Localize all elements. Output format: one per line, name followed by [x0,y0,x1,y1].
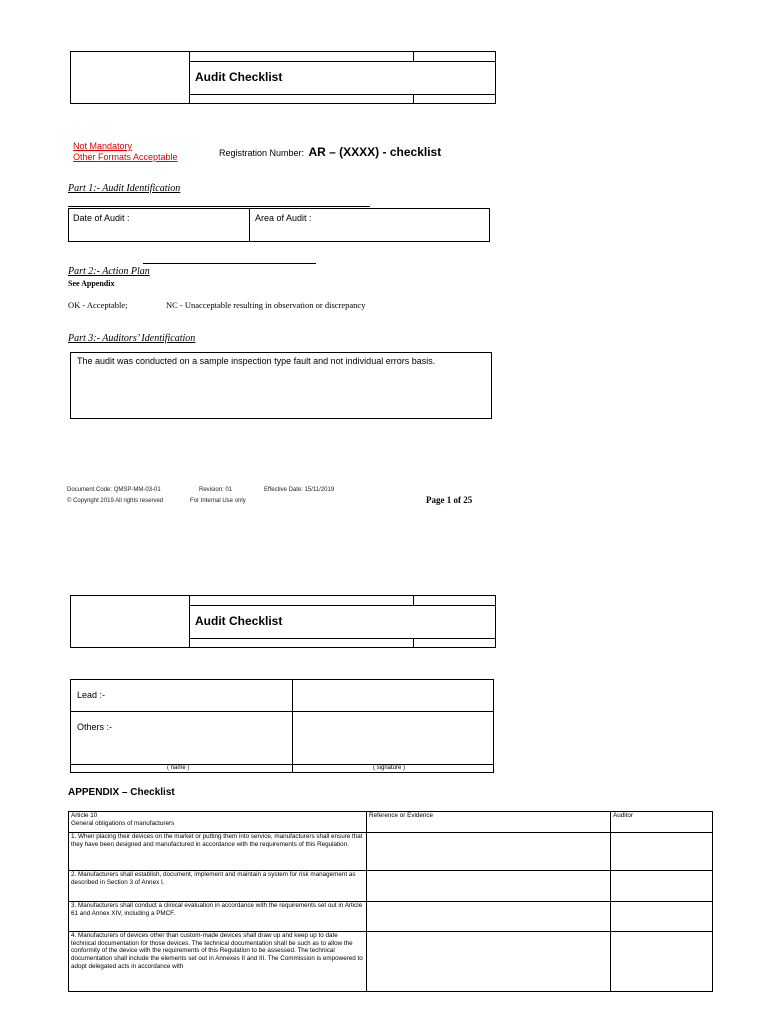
header-strip-top [189,52,495,62]
table-row [69,902,713,932]
requirement-text: 2. Manufacturers shall establish, document, implement and maintain a system for risk management as described in Section 3 of Annex I. [69,871,367,902]
appendix-title: APPENDIX – Checklist [68,787,175,798]
part2-heading: Part 2:- Action Plan [68,266,150,277]
auditor-cell[interactable] [611,932,713,992]
audit-identification-box [68,208,490,242]
registration-label: Registration Number: [219,148,305,158]
table-row [69,871,713,902]
not-mandatory-note: Not Mandatory [73,141,133,151]
ok-legend: OK - Acceptable; [68,300,128,310]
auditor-cell[interactable] [611,833,713,871]
auditor-header: Auditor [611,812,713,833]
auditor-cell[interactable] [611,902,713,932]
divider [143,263,316,264]
auditors-identification-box [70,352,492,419]
logo-cell [71,52,190,103]
document-title: Audit Checklist [195,614,283,628]
requirement-text: 3. Manufacturers shall conduct a clinical evaluation in accordance with the requirements set out in Article 61 and Annex XIV, including a PMCF. [69,902,367,932]
others-label: Others :- [77,722,113,732]
other-formats-note: Other Formats Acceptable [73,152,178,162]
table-row [69,932,713,992]
internal-use: For Internal Use only [190,498,246,504]
audit-statement: The audit was conducted on a sample inspection type fault and not individual errors basis. [77,356,436,366]
part3-heading: Part 3:- Auditors’ Identification [68,333,196,344]
requirement-text: 1. When placing their devices on the market or putting them into service, manufacturers shall ensure that they have been designed and manufactured in accordance with the requirements of this Regulation. [69,833,367,871]
document-code: Document Code: QMSP-MM-03-01 [67,487,161,493]
evidence-cell[interactable] [367,902,611,932]
name-caption: ( name ) [167,765,190,771]
divider [71,711,493,712]
table-header-row [69,812,713,833]
date-of-audit-label: Date of Audit : [73,213,130,223]
evidence-cell[interactable] [367,932,611,992]
registration-value: AR – (XXXX) - checklist [308,145,442,159]
requirement-text: 4. Manufacturers of devices other than custom-made devices shall draw up and keep up to date technical documentation for those devices. The technical documentation shall be such as to allow the conformity of the device with the requirements of this Regulation to be assessed. The technical documentation shall include the elements set out in Annexes II and III. The Commission is empowered to adopt delegated acts in accordance with [69,932,367,992]
lead-label: Lead :- [77,690,106,700]
header-box [70,51,496,104]
effective-date: Effective Date: 15/11/2019 [264,487,335,493]
signature-caption: ( signature ) [373,765,406,771]
see-appendix: See Appendix [68,279,115,288]
revision: Revision: 01 [199,487,233,493]
logo-cell [71,596,190,647]
header-strip-bottom [189,94,495,103]
table-row [69,833,713,871]
header-strip-top [189,596,495,606]
signatures-box [70,679,494,773]
header-strip-bottom [189,638,495,647]
registration-number [219,143,441,161]
nc-legend: NC - Unacceptable resulting in observation or discrepancy [166,300,366,310]
divider [71,764,493,765]
article-title: Article 10 [71,812,98,819]
evidence-cell[interactable] [367,871,611,902]
page-number: Page 1 of 25 [426,495,473,505]
header-box [70,595,496,648]
divider [68,206,370,207]
part1-heading: Part 1:- Audit Identification [68,183,181,194]
area-of-audit-label: Area of Audit : [255,213,312,223]
article-header-cell [69,812,367,833]
reference-header: Reference or Evidence [367,812,611,833]
divider [249,209,250,241]
document-title: Audit Checklist [195,70,283,84]
auditor-cell[interactable] [611,871,713,902]
divider [292,680,293,772]
checklist-table [68,811,713,992]
copyright: © Copyright 2019 All rights reserved [67,498,164,504]
evidence-cell[interactable] [367,833,611,871]
article-subtitle: General obligations of manufacturers [71,819,175,827]
